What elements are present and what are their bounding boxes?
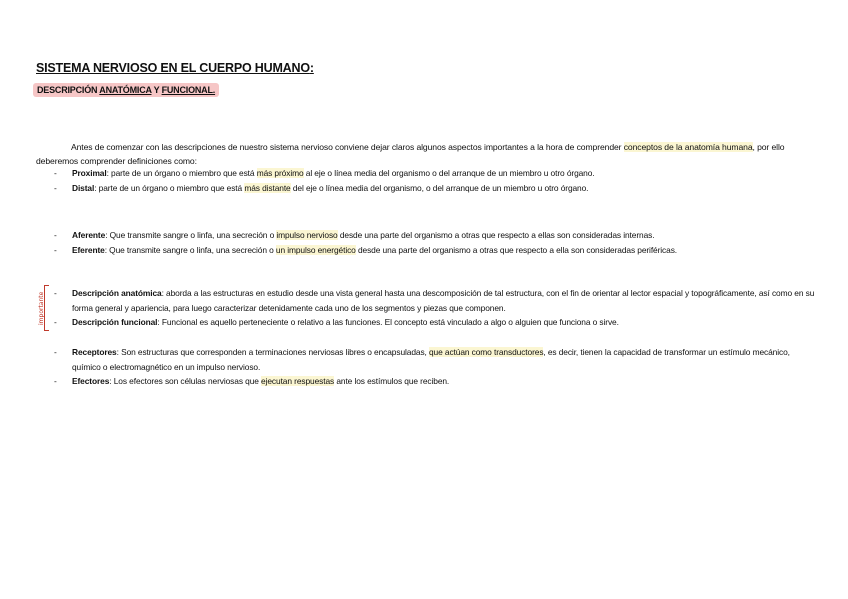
list-item-distal [36, 181, 816, 196]
definition-list-description [36, 286, 816, 330]
list-item-descripcion-funcional [36, 315, 816, 330]
list-item-proximal [36, 166, 816, 181]
definition-highlight: más próximo [256, 168, 304, 178]
bullet: - [54, 347, 57, 357]
bullet: - [54, 288, 57, 298]
title-text: SISTEMA NERVIOSO EN EL CUERPO HUMANO [36, 61, 310, 75]
subtitle-part-3: Y [151, 85, 162, 95]
definition-text: , es decir, tienen la capacidad de transformar un estímulo mecánico, químico o electromagnético en un impulso nervioso. [72, 347, 790, 372]
definition-highlight: que actúan como transductores [428, 347, 544, 357]
definition-text: : parte de un órgano o miembro que está [94, 182, 245, 193]
intro-text-2: , por ello deberemos comprender definiciones como: [36, 141, 785, 167]
definition-text: desde una parte del organismo a otras que respecto a ellas son consideradas internas. [337, 230, 655, 240]
definition-text: desde una parte del organismo a otras que respecto a ella son consideradas periféricas. [355, 244, 678, 255]
subtitle-part-2: ANATÓMICA [99, 85, 152, 95]
bullet: - [54, 182, 57, 193]
definition-highlight: ejecutan respuestas [261, 376, 335, 386]
list-item-receptores [36, 345, 816, 374]
list-item-efectores [36, 374, 816, 389]
intro-highlight: conceptos de la anatomía humana [623, 141, 753, 152]
bullet: - [54, 230, 57, 240]
title-colon: : [309, 61, 314, 75]
definition-text: : aborda a las estructuras en estudio desde una vista general hasta una descomposición de tal estructura, con el fin de orientar al lector espacial y topográficamente, así como en su forma general y apariencia, para luego caracterizar detenidamente cada uno de los segmentos y piezas que componen. [72, 288, 815, 313]
note-text: importante [38, 291, 45, 325]
bullet: - [54, 317, 57, 327]
term: Descripción funcional [72, 317, 158, 327]
list-item-descripcion-anatomica [36, 286, 816, 315]
definition-list-direction [36, 228, 816, 257]
definition-text: : parte de un órgano o miembro que está [106, 168, 257, 178]
term: Receptores [72, 347, 117, 357]
term: Aferente [72, 230, 106, 240]
subtitle-part-4: FUNCIONAL. [161, 85, 216, 95]
list-item-eferente [36, 243, 816, 258]
definition-text: : Son estructuras que corresponden a terminaciones nerviosas libres o encapsuladas, [116, 347, 429, 357]
intro-text-1: Antes de comenzar con las descripciones de nuestro sistema nervioso conviene dejar claros algunos aspectos importantes a la hora de comprender [71, 141, 624, 152]
subtitle-part-1: DESCRIPCIÓN [37, 85, 100, 95]
term: Eferente [72, 244, 105, 255]
bullet: - [54, 168, 57, 178]
definition-text: del eje o línea media del organismo, o del arranque de un miembro u otro órgano. [290, 182, 589, 193]
definition-highlight: un impulso energético [275, 244, 356, 255]
page-subtitle [33, 83, 219, 97]
definition-text: : Funcional es aquello perteneciente o relativo a las funciones. El concepto está vinculado a algo o alguien que funciona o sirve. [157, 317, 619, 327]
definition-text: ante los estímulos que reciben. [334, 376, 450, 386]
definition-list-position [36, 166, 816, 195]
term: Distal [72, 182, 95, 193]
definition-text: : Los efectores son células nerviosas que [109, 376, 262, 386]
definition-text: : Que transmite sangre o linfa, una secreción o [104, 244, 276, 255]
definition-highlight: impulso nervioso [276, 230, 338, 240]
definition-text: al eje o línea media del organismo o del arranque de un miembro u otro órgano. [303, 168, 595, 178]
page-title [36, 61, 314, 75]
definition-list-receptors [36, 345, 816, 389]
definition-text: : Que transmite sangre o linfa, una secreción o [105, 230, 277, 240]
term: Proximal [72, 168, 107, 178]
bullet: - [54, 376, 57, 386]
term: Efectores [72, 376, 110, 386]
definition-highlight: más distante [244, 182, 291, 193]
term: Descripción anatómica [72, 288, 162, 298]
bullet: - [54, 244, 57, 255]
intro-paragraph [36, 140, 814, 169]
list-item-aferente [36, 228, 816, 243]
